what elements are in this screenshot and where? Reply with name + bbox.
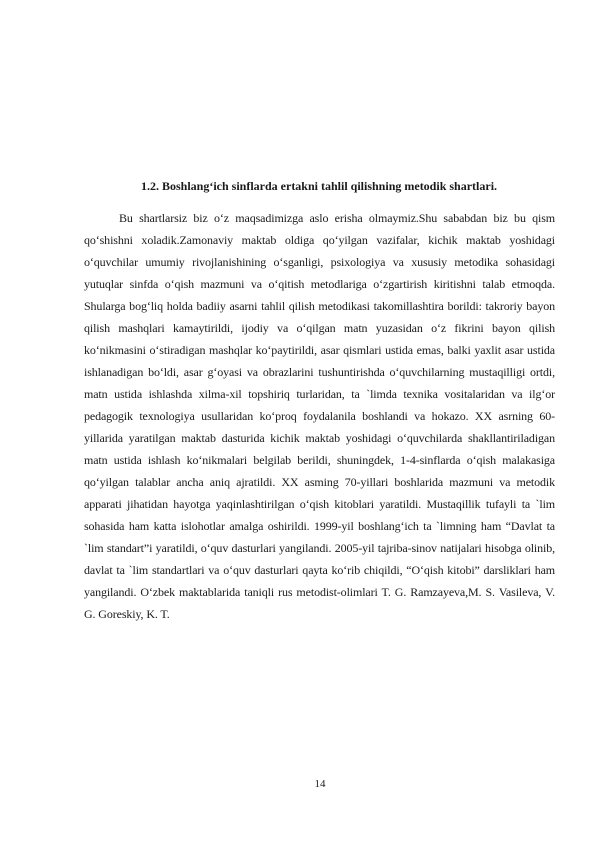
body-paragraph: Bu shartlarsiz biz o‘z maqsadimizga aslo erisha olmaymiz.Shu sababdan biz bu qism qo‘shishni xoladik.Zamonaviy maktab oldiga qo‘yilgan vazifalar, kichik maktab yoshidagi o‘quvchilar umumiy rivojlanishining o‘sganligi, psixologiya va xususiy metodika sohasidagi yutuqlar sinfda o‘qish mazmuni va o‘qitish metodlariga o‘zgartirish kiritishni talab etmoqda. Shularga bog‘liq holda badiiy asarni tahlil qilish metodikasi takomillashtira borildi: takroriy bayon qilish mashqlari kamaytirildi, ijodiy va o‘qilgan matn yuzasidan o‘z fikrini bayon qilish ko‘nikmasini o‘stiradigan mashqlar ko‘paytirildi, asar qismlari ustida emas, balki yaxlit asar ustida ishlanadigan bo‘ldi, asar g‘oyasi va obrazlarini tushuntirishda o‘quvchilarning mustaqilligi ortdi, matn ustida ishlashda xilma-xil topshiriq turlaridan, ta `limda texnika vositalaridan va ilg‘or pedagogik texnologiya usullaridan ko‘proq foydalanila boshlandi va hokazo. XX asrning 60-yillarida yaratilgan maktab dasturida kichik maktab yoshidagi o‘quvchilarda shakllantiriladigan matn ustida ishlash ko‘nikmalari belgilab berildi, shuningdek, 1-4-sinflarda o‘qish malakasiga qo‘yilgan talablar ancha aniq ajratildi. XX asming 70-yillari boshlarida mazmuni va metodik apparati jihatidan hayotga yaqinlashtirilgan o‘qish kitoblari yaratildi. Mustaqillik tufayli ta `lim sohasida ham katta islohotlar amalga oshirildi. 1999-yil boshlang‘ich ta `limning ham “Davlat ta `lim standart”i yaratildi, o‘quv dasturlari yangilandi. 2005-yil tajriba-sinov natijalari hisobga olinib, davlat ta `lim standartlari va o‘quv dasturlari qayta ko‘rib chiqildi, “O‘qish kitobi” darsliklari ham yangilandi. O‘zbek maktablarida taniqli rus metodist-olimlari T. G. Ramzayeva,M. S. Vasileva, V. G. Goreskiy, K. T. xyxy=(84,211,555,621)
section-heading: 1.2. Boshlang‘ich sinflarda ertakni tahlil qilishning metodik shartlari. xyxy=(140,179,498,193)
page-number: 14 xyxy=(314,778,326,790)
